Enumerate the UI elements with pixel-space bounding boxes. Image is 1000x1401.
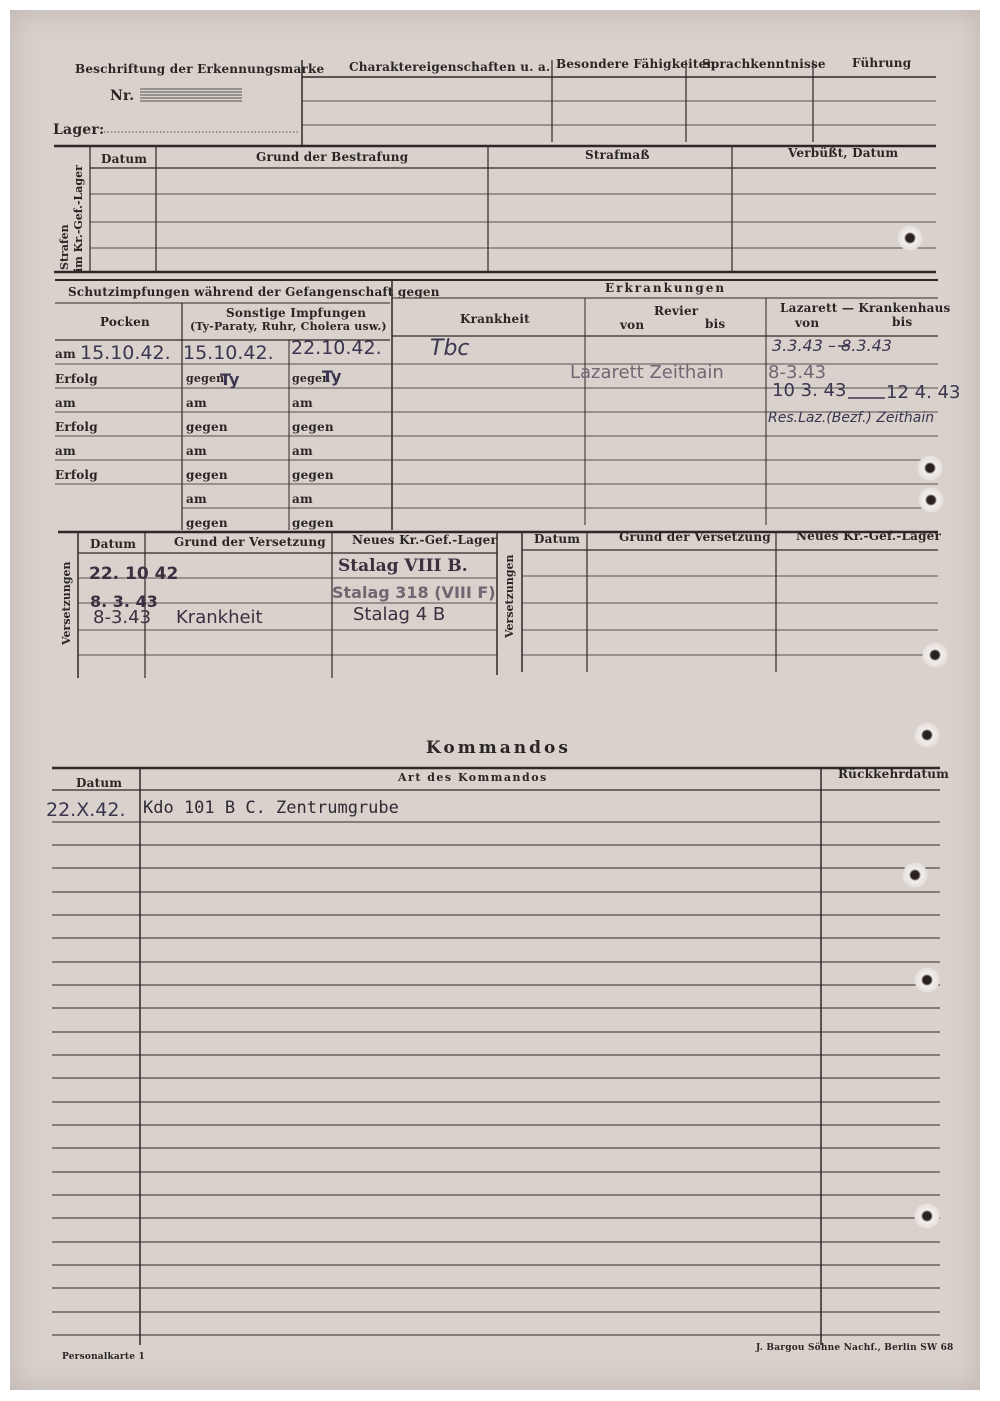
lazarett-bis: bis	[892, 315, 913, 329]
kommandos-rueckkehr-header: Rückkehrdatum	[838, 767, 950, 781]
strafen-side-label-1: Strafen	[58, 224, 71, 270]
sonstige-header-1: Sonstige Impfungen	[226, 306, 367, 320]
sonst2-am-2: am	[292, 396, 313, 410]
pocken-am-3: am	[55, 444, 76, 458]
lazarett-entry-2-place: Res.Laz.(Bezf.) Zeithain	[768, 410, 935, 426]
lazarett-entry-2-von: 10 3. 43	[772, 380, 847, 401]
kommandos-datum-header: Datum	[76, 776, 123, 790]
sonst2-am-3: am	[292, 444, 313, 458]
kommandos-title: Kommandos	[426, 738, 571, 758]
sonst2-date: 22.10.42.	[291, 337, 382, 359]
kommandos-art-header: Art des Kommandos	[398, 771, 548, 784]
revier-bis: bis	[705, 317, 726, 331]
impfungen-title: Schutzimpfungen während der Gefangenschaft gegen	[68, 285, 440, 299]
pocken-am-1: am	[55, 347, 76, 361]
versetzung-row1-datum: 22. 10 42	[89, 564, 179, 584]
footer-form-id: Personalkarte 1	[62, 1352, 145, 1362]
sonst1-gegen-4: gegen	[186, 516, 228, 530]
fuehrung-header: Führung	[852, 56, 912, 70]
versetzungen-grund-header: Grund der Versetzung	[174, 535, 326, 549]
versetzungen-lager-header: Neues Kr.-Gef.-Lager	[352, 533, 498, 547]
versetzung-row3-datum: 8-3.43	[93, 607, 152, 628]
erkennungsmarke-label: Beschriftung der Erkennungsmarke	[75, 62, 325, 76]
punch-hole-icon	[914, 967, 940, 993]
punch-hole-icon	[922, 642, 948, 668]
lazarett-stamp-date: 8-3.43	[768, 362, 827, 383]
versetzung-row2-datum: 8. 3. 43	[90, 592, 158, 611]
sprachen-header: Sprachkenntnisse	[702, 57, 826, 71]
versetzungen2-datum-header: Datum	[534, 532, 581, 546]
pocken-header: Pocken	[100, 315, 150, 329]
kommando-row1-datum: 22.X.42.	[46, 799, 126, 821]
punch-hole-icon	[914, 1203, 940, 1229]
versetzungen-side-label-right: Versetzungen	[503, 554, 516, 638]
lazarett-header: Lazarett — Krankenhaus	[780, 301, 951, 315]
sonst1-am-2: am	[186, 396, 207, 410]
sonstige-header-2: (Ty-Paraty, Ruhr, Cholera usw.)	[190, 320, 387, 333]
punch-hole-icon	[918, 487, 944, 513]
lazarett-entry-1: 3.3.43 – 8.3.43	[772, 336, 892, 355]
sonst2-gegen-2: gegen	[292, 420, 334, 434]
pocken-erfolg-1: Erfolg	[55, 372, 98, 386]
sonst2-gegen-4: gegen	[292, 516, 334, 530]
punch-hole-icon	[917, 455, 943, 481]
versetzung-row2-lager: Stalag 318 (VIII F)	[332, 583, 496, 602]
faehigkeiten-header: Besondere Fähigkeiten	[556, 57, 716, 71]
sonst1-am-3: am	[186, 444, 207, 458]
charakter-header: Charaktereigenschaften u. a.	[349, 60, 551, 74]
punch-hole-icon	[897, 225, 923, 251]
sonst2-gegen-1: gegen	[292, 372, 331, 385]
sonst1-am-4: am	[186, 492, 207, 506]
pocken-erfolg-2: Erfolg	[55, 420, 98, 434]
krankheit-header: Krankheit	[460, 312, 530, 326]
pocken-erfolg-3: Erfolg	[55, 468, 98, 482]
lazarett-entry-2-bis: 12 4. 43	[886, 382, 961, 403]
versetzungen2-lager-header: Neues Kr.-Gef.-Lager	[796, 529, 942, 543]
footer-printer: J. Bargou Söhne Nachf., Berlin SW 68	[756, 1343, 954, 1353]
sonst1-gegen-2: gegen	[186, 420, 228, 434]
kommando-row1-art: Kdo 101 B C. Zentrumgrube	[143, 798, 399, 818]
sonst1-date: 15.10.42.	[183, 342, 274, 364]
versetzungen-side-label-left: Versetzungen	[60, 561, 73, 645]
versetzungen-datum-header: Datum	[90, 537, 137, 551]
strafen-datum-header: Datum	[101, 152, 148, 166]
lager-label: Lager:	[53, 122, 105, 138]
sonst1-gegen-3: gegen	[186, 468, 228, 482]
versetzung-row3-grund: Krankheit	[176, 607, 263, 628]
lazarett-stamp: Lazarett Zeithain	[570, 362, 724, 383]
strafen-side-label-2: im Kr.-Gef.-Lager	[72, 165, 85, 272]
punch-hole-icon	[914, 722, 940, 748]
sonst2-am-4: am	[292, 492, 313, 506]
revier-von: von	[620, 318, 645, 332]
sonst2-gegen-value: Ty	[322, 367, 342, 386]
krankheit-entry: Tbc	[430, 336, 470, 361]
versetzungen2-grund-header: Grund der Versetzung	[619, 530, 771, 544]
sonst1-gegen-1: gegen	[186, 372, 225, 385]
strafen-strafmass-header: Strafmaß	[585, 148, 650, 162]
revier-header: Revier	[654, 304, 699, 318]
punch-hole-icon	[902, 862, 928, 888]
pocken-date: 15.10.42.	[80, 342, 171, 364]
sonst1-gegen-value: Ty	[220, 370, 240, 389]
nr-label: Nr.	[110, 88, 135, 104]
versetzung-row1-lager: Stalag VIII B.	[338, 556, 468, 576]
erkrankungen-title: Erkrankungen	[605, 281, 727, 295]
versetzung-row3-lager: Stalag 4 B	[353, 604, 446, 625]
lazarett-von: von	[795, 316, 820, 330]
strafen-grund-header: Grund der Bestrafung	[256, 150, 409, 164]
sonst2-gegen-3: gegen	[292, 468, 334, 482]
pocken-am-2: am	[55, 396, 76, 410]
strafen-verbuesst-header: Verbüßt, Datum	[788, 146, 899, 160]
